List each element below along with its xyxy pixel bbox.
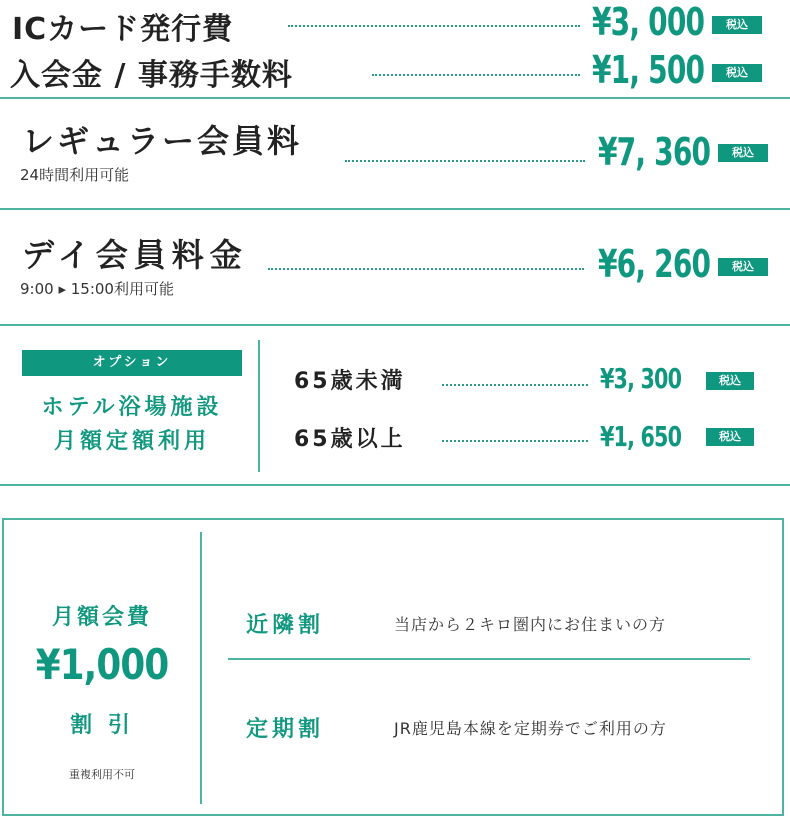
divider: [0, 324, 790, 326]
dot-leader: [442, 440, 588, 442]
tax-badge: 税込: [706, 428, 754, 446]
plan-note: 24時間利用可能: [20, 166, 130, 184]
discount-label: 月額会費: [51, 605, 152, 630]
plan-price: ¥6, 260: [598, 242, 711, 286]
tax-badge: 税込: [718, 144, 768, 162]
option-row-price: ¥3, 300: [600, 362, 682, 395]
plan-price: ¥7, 360: [598, 130, 711, 174]
option-badge-label: オプション: [92, 355, 172, 370]
option-title-line1: ホテル浴場施設: [41, 395, 223, 420]
divider: [0, 208, 790, 210]
fee-label: 入会金 / 事務手数料: [10, 58, 293, 93]
plan-title: レギュラー会員料: [22, 122, 303, 160]
discount-amount: [22, 640, 182, 689]
fee-price: ¥1, 500: [592, 48, 705, 92]
option-badge: [22, 350, 242, 376]
discount-amount-text: ¥1,000: [35, 640, 169, 689]
discount-item-divider: [228, 658, 750, 660]
tax-badge: 税込: [712, 16, 762, 34]
discount-item-desc: 当店から２キロ圏内にお住まいの方: [394, 615, 667, 634]
dot-leader: [288, 25, 580, 27]
discount-vertical-divider: [200, 532, 202, 804]
tax-badge: 税込: [718, 258, 768, 276]
divider: [0, 484, 790, 486]
option-row-label: 65歳未満: [294, 369, 406, 394]
discount-suffix: 割 引: [70, 713, 134, 738]
discount-box: [2, 518, 784, 816]
dot-leader: [345, 160, 585, 162]
fee-label: ICカード発行費: [12, 12, 234, 47]
discount-note: 重複利用不可: [69, 768, 135, 781]
option-row-price: ¥1, 650: [600, 420, 682, 453]
dot-leader: [442, 384, 588, 386]
dot-leader: [372, 74, 580, 76]
option-vertical-divider: [258, 340, 260, 472]
fee-price: ¥3, 000: [592, 0, 705, 44]
dot-leader: [268, 268, 584, 270]
tax-badge: 税込: [706, 372, 754, 390]
option-row-label: 65歳以上: [294, 427, 406, 452]
plan-note: 9:00 ▸ 15:00利用可能: [20, 280, 174, 298]
option-title-line2: 月額定額利用: [53, 429, 210, 454]
tax-badge: 税込: [712, 64, 762, 82]
discount-item-desc: JR鹿児島本線を定期券でご利用の方: [394, 719, 667, 738]
discount-item-name: 定期割: [246, 717, 325, 742]
discount-item-name: 近隣割: [246, 613, 325, 638]
plan-title: デイ会員料金: [22, 236, 248, 274]
divider: [0, 97, 790, 99]
